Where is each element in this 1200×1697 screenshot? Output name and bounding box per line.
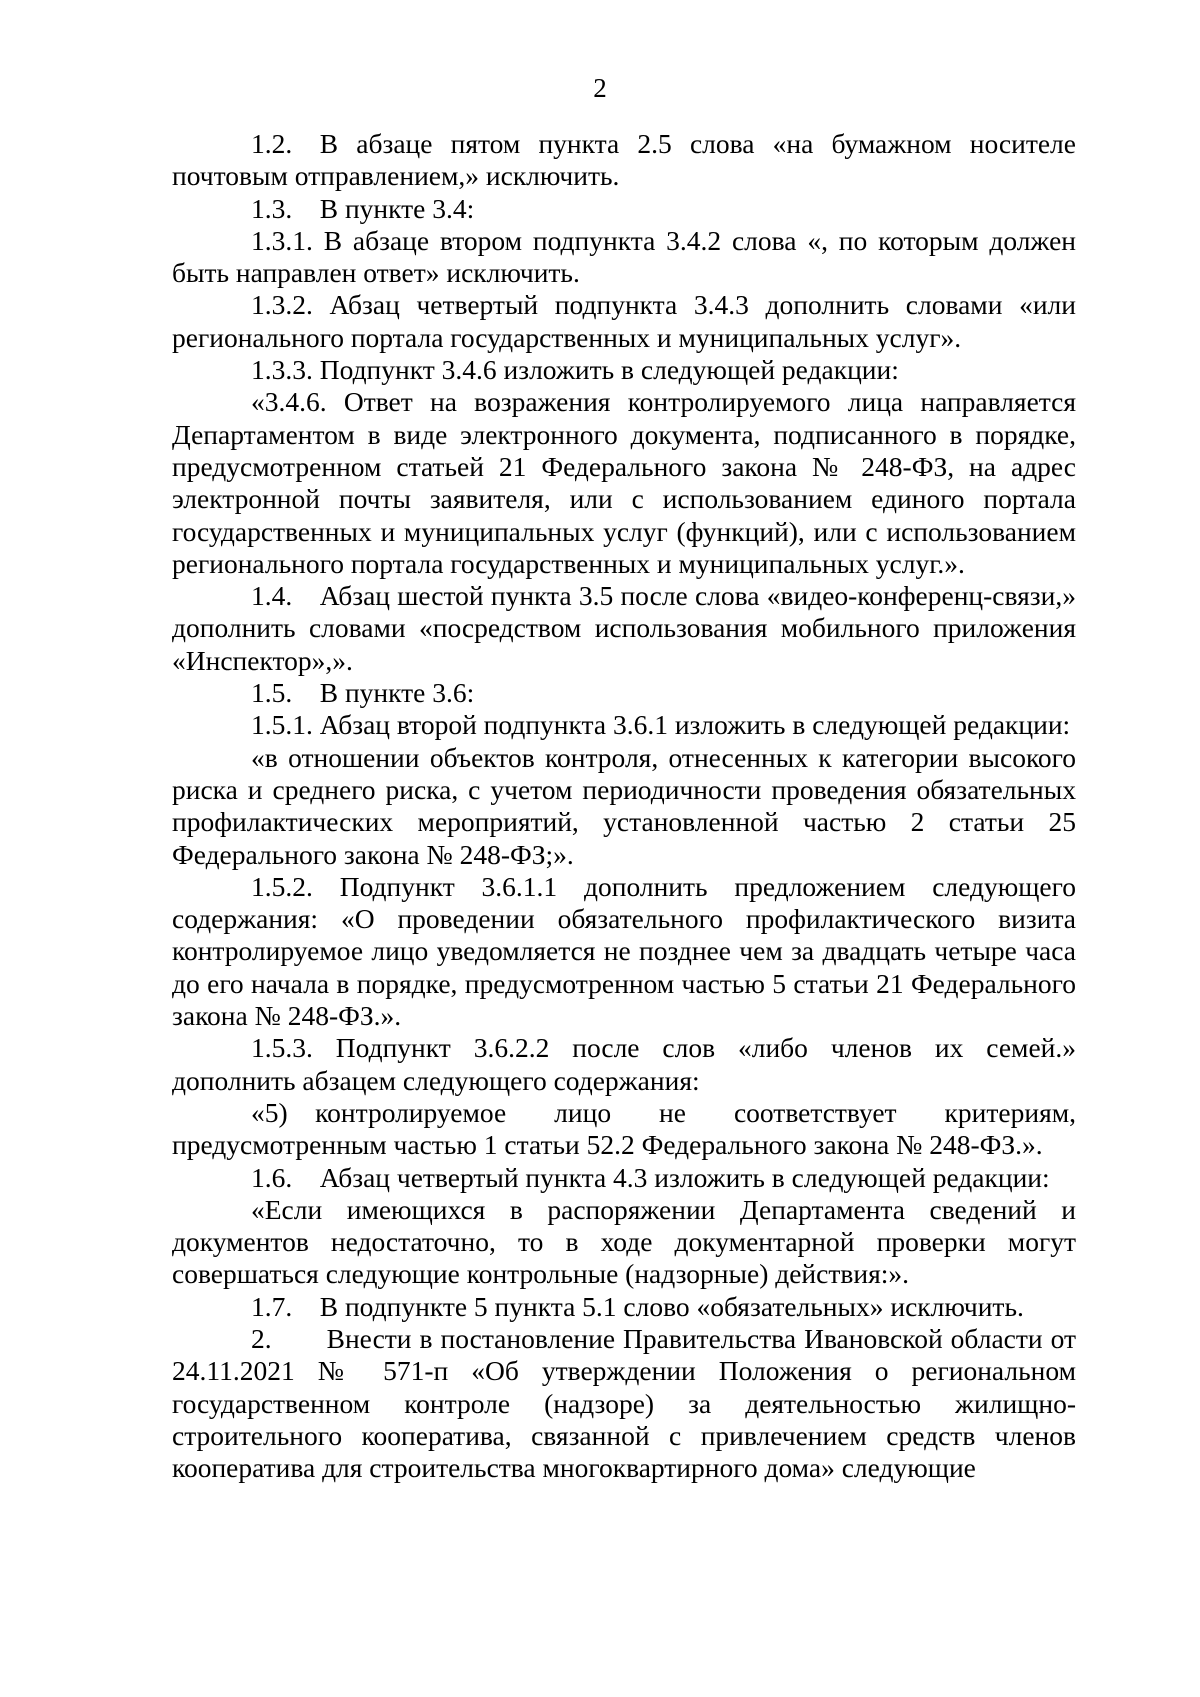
paragraph-1-5-1: 1.5.1. Абзац второй подпункта 3.6.1 изложить в следующей редакции: [251, 709, 1071, 741]
paragraph-1-7: 1.7. В подпункте 5 пункта 5.1 слово «обязательных» исключить. [251, 1290, 1024, 1322]
paragraph-1-3-3: 1.3.3. Подпункт 3.4.6 изложить в следующей редакции: [251, 354, 899, 386]
paragraph-1-2: 1.2. В абзаце пятом пункта 2.5 слова «на бумажном носителе почтовым отправлением,» исключить. [172, 128, 1076, 192]
paragraph-1-3-2: 1.3.2. Абзац четвертый подпункта 3.4.3 дополнить словами «или регионального портала государственных и муниципальных услуг». [172, 289, 1076, 353]
paragraph-2: 2. Внести в постановление Правительства Ивановской области от 24.11.2021 № 571-п «Об утверждении Положения о региональном государственном контроле (надзоре) за деятельностью жилищно-строительного кооператива, связанной с привлечением средств членов кооператива для строительства многоквартирного дома» следующие [172, 1322, 1076, 1484]
paragraph-4-3-quote: «Если имеющихся в распоряжении Департамента сведений и документов недостаточно, то в ходе документарной проверки могут совершаться следующие контрольные (надзорные) действия:». [172, 1193, 1076, 1290]
paragraph-3-4-6-quote: «3.4.6. Ответ на возражения контролируемого лица направляется Департаментом в виде электронного документа, подписанного в порядке, предусмотренном статьей 21 Федерального закона № 248-ФЗ, на адрес электронной почты заявителя, или с использованием единого портала государственных и муниципальных услуг (функций), или с использованием регионального портала государственных и муниципальных услуг.». [172, 386, 1076, 579]
paragraph-1-5-2: 1.5.2. Подпункт 3.6.1.1 дополнить предложением следующего содержания: «О проведении обязательного профилактического визита контролируемое лицо уведомляется не позднее чем за двадцать четыре часа до его начала в порядке, предусмотренном частью 5 статьи 21 Федерального закона № 248-ФЗ.». [172, 870, 1076, 1032]
document-body [172, 128, 1076, 1484]
paragraph-1-3: 1.3. В пункте 3.4: [251, 192, 475, 224]
paragraph-1-5: 1.5. В пункте 3.6: [251, 677, 475, 709]
paragraph-item-5-quote: «5) контролируемое лицо не соответствует критериям, предусмотренным частью 1 статьи 52.2 Федерального закона № 248-ФЗ.». [172, 1096, 1076, 1161]
paragraph-3-6-1-quote: «в отношении объектов контроля, отнесенных к категории высокого риска и среднего риска, с учетом периодичности проведения обязательных профилактических мероприятий, установленной частью 2 статьи 25 Федерального закона № 248-ФЗ;». [172, 741, 1076, 870]
paragraph-1-3-1: 1.3.1. В абзаце втором подпункта 3.4.2 слова «, по которым должен быть направлен ответ» исключить. [172, 224, 1076, 289]
paragraph-1-5-3: 1.5.3. Подпункт 3.6.2.2 после слов «либо членов их семей.» дополнить абзацем следующего содержания: [172, 1032, 1076, 1096]
page-number: 2 [593, 73, 607, 103]
paragraph-1-6: 1.6. Абзац четвертый пункта 4.3 изложить в следующей редакции: [251, 1161, 1050, 1193]
paragraph-1-4: 1.4. Абзац шестой пункта 3.5 после слова «видео-конференц-связи,» дополнить словами «посредством использования мобильного приложения «Инспектор»,». [172, 580, 1076, 676]
